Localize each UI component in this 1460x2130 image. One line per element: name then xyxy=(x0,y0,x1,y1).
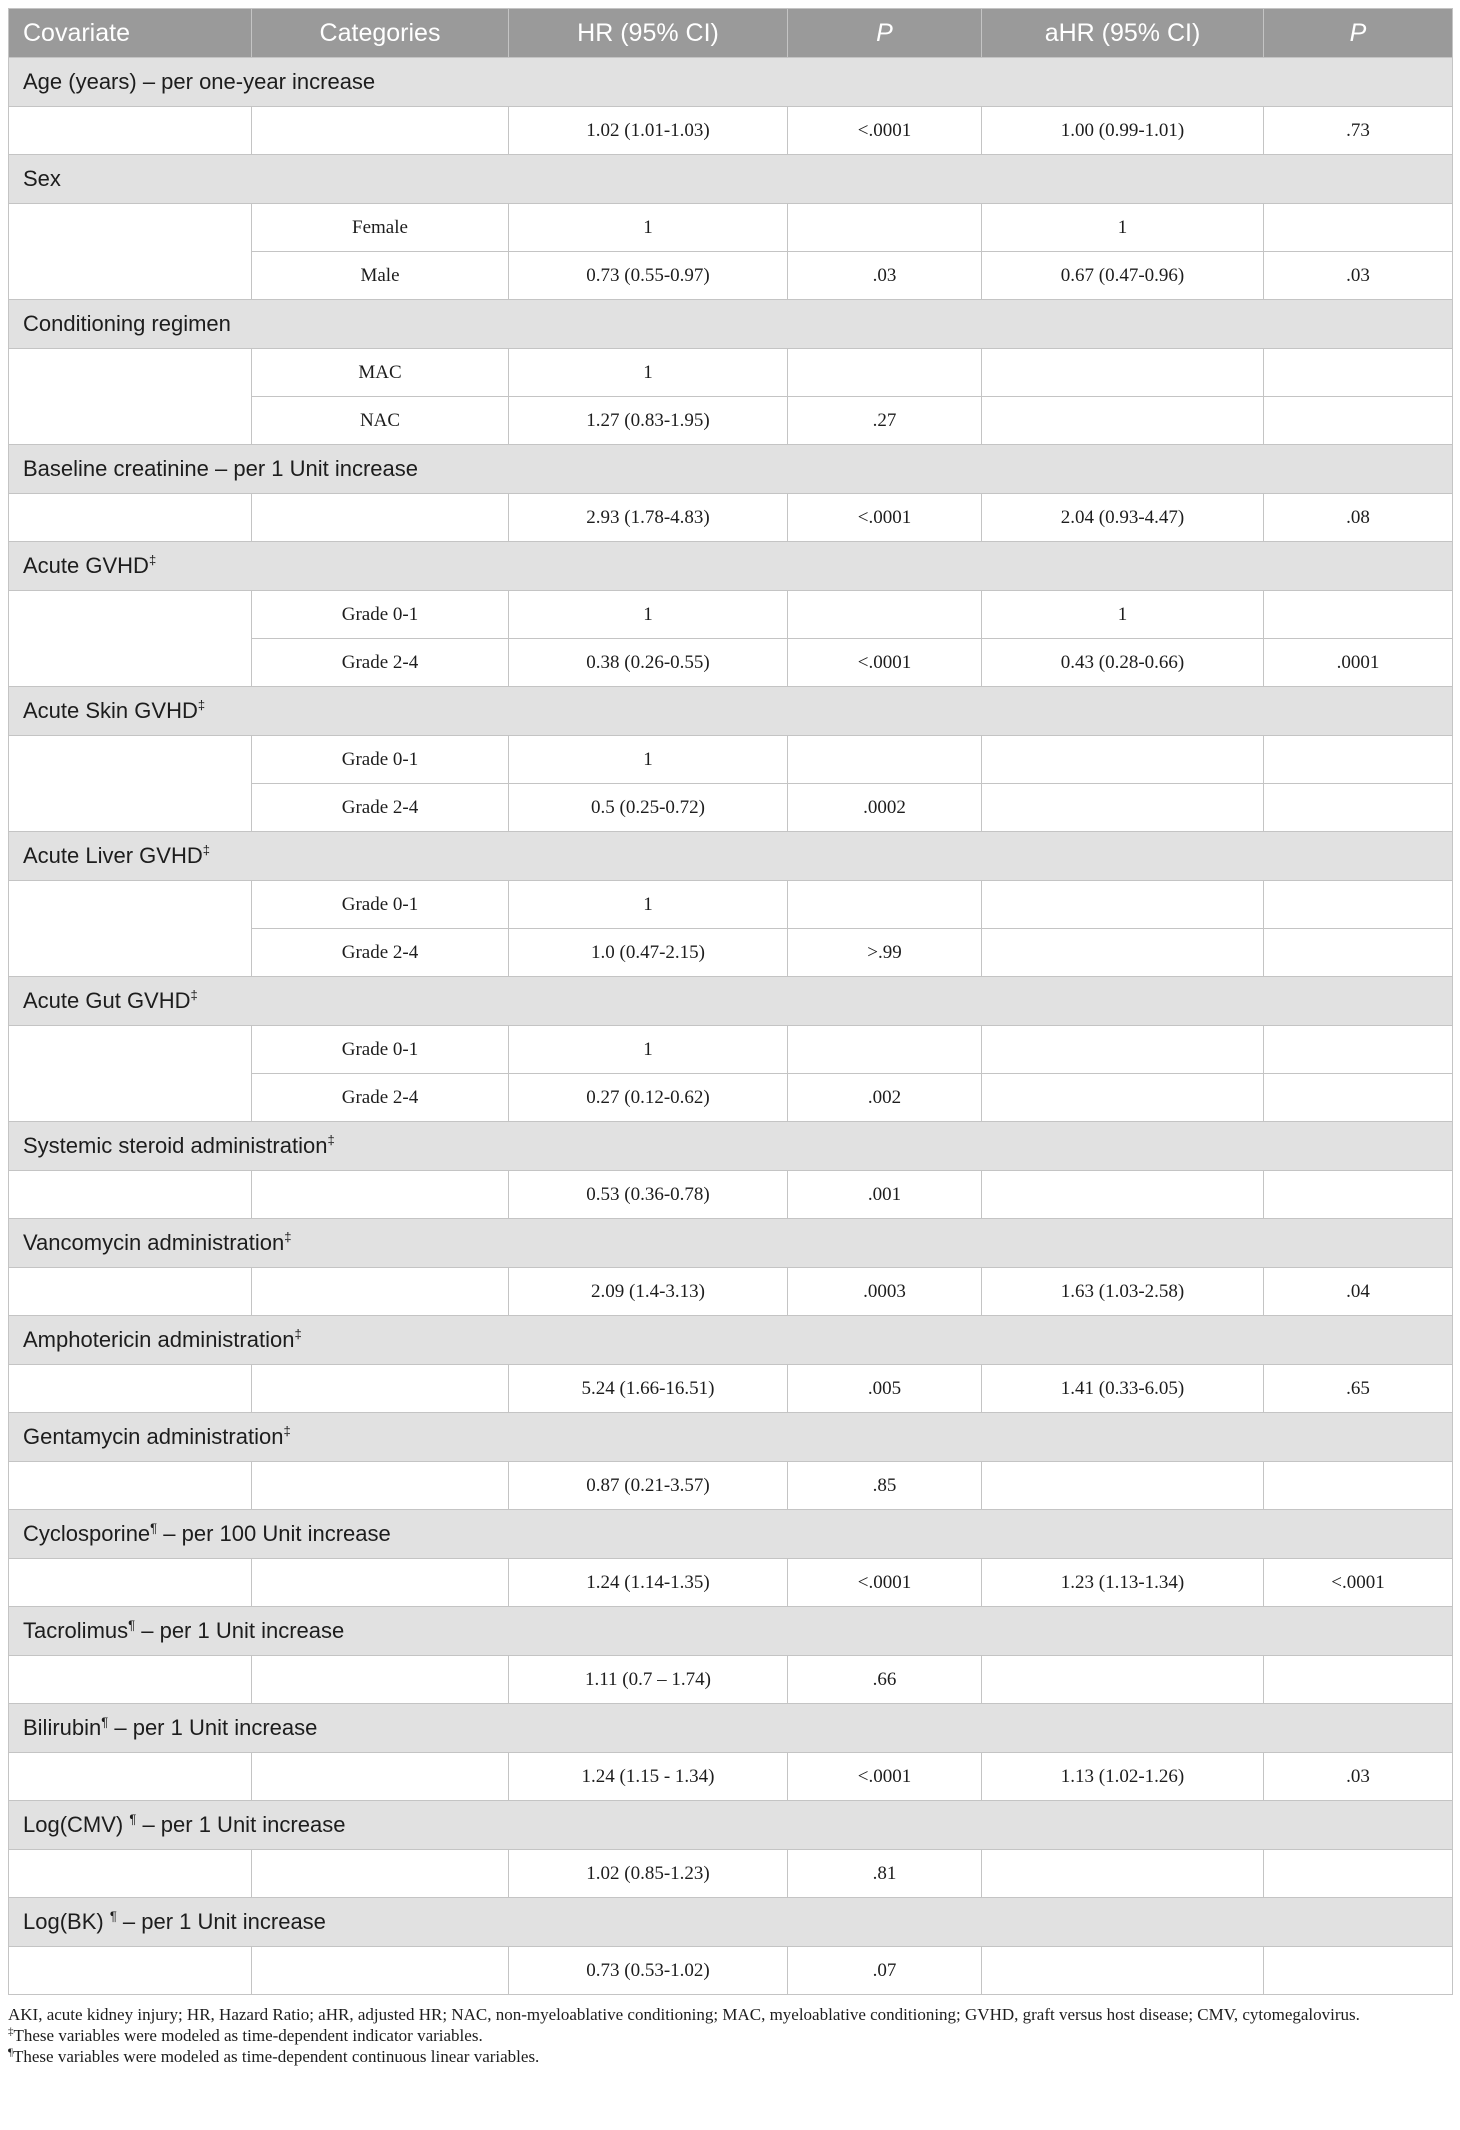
adjusted-p-cell xyxy=(1264,1074,1453,1122)
footnote-mark: ‡ xyxy=(190,987,198,1003)
adjusted-p-cell xyxy=(1264,1026,1453,1074)
footnote-mark: ¶ xyxy=(129,1811,137,1827)
p-value-cell: <.0001 xyxy=(788,639,982,687)
covariate-name: Acute Liver GVHD xyxy=(23,843,203,868)
covariate-group-row xyxy=(9,542,1453,591)
p-value-cell: .85 xyxy=(788,1462,982,1510)
adjusted-p-cell: .73 xyxy=(1264,107,1453,155)
table-row xyxy=(9,204,1453,252)
ahr-cell: 0.43 (0.28-0.66) xyxy=(982,639,1264,687)
covariate-label xyxy=(9,1801,1453,1850)
covariate-spacer-cell xyxy=(9,349,252,445)
footnote-mark: ‡ xyxy=(294,1326,302,1342)
adjusted-p-cell: .04 xyxy=(1264,1268,1453,1316)
table-row xyxy=(9,1462,1453,1510)
category-cell xyxy=(252,1559,509,1607)
footnote-abbreviations: AKI, acute kidney injury; HR, Hazard Ratio; aHR, adjusted HR; NAC, non-myeloablative conditioning; MAC, myeloablative conditioning; GVHD, graft versus host disease; CMV, cytomegalovirus. xyxy=(8,2005,1360,2024)
adjusted-p-cell xyxy=(1264,591,1453,639)
table-row xyxy=(9,349,1453,397)
covariate-name: Bilirubin xyxy=(23,1715,102,1740)
adjusted-p-cell xyxy=(1264,1462,1453,1510)
covariate-group-row xyxy=(9,1316,1453,1365)
table-row xyxy=(9,1850,1453,1898)
covariate-name: Vancomycin administration xyxy=(23,1230,285,1255)
hr-cell: 0.38 (0.26-0.55) xyxy=(509,639,788,687)
covariate-group-row xyxy=(9,832,1453,881)
covariate-unit: – per 1 Unit increase xyxy=(136,1812,346,1837)
footnotes xyxy=(8,2004,1452,2067)
ahr-cell xyxy=(982,1947,1264,1995)
ahr-cell xyxy=(982,1074,1264,1122)
category-cell: NAC xyxy=(252,397,509,445)
covariate-spacer-cell xyxy=(9,1656,252,1704)
covariate-name: Acute Gut GVHD xyxy=(23,988,191,1013)
hr-cell: 0.5 (0.25-0.72) xyxy=(509,784,788,832)
category-cell xyxy=(252,1365,509,1413)
header-hr: HR (95% CI) xyxy=(509,9,788,58)
category-cell: Grade 0-1 xyxy=(252,1026,509,1074)
header-covariate: Covariate xyxy=(9,9,252,58)
adjusted-p-cell xyxy=(1264,1850,1453,1898)
p-value-cell: <.0001 xyxy=(788,107,982,155)
table-row xyxy=(9,1656,1453,1704)
hr-cell: 2.93 (1.78-4.83) xyxy=(509,494,788,542)
adjusted-p-cell xyxy=(1264,929,1453,977)
covariate-spacer-cell xyxy=(9,1850,252,1898)
ahr-cell xyxy=(982,1850,1264,1898)
footnote-mark: ‡ xyxy=(283,1423,291,1439)
covariate-name: Age (years) – per one-year increase xyxy=(23,69,376,94)
ahr-cell xyxy=(982,1656,1264,1704)
footnote-mark: ‡ xyxy=(197,697,206,713)
covariate-group-row xyxy=(9,1607,1453,1656)
covariate-spacer-cell xyxy=(9,591,252,687)
covariate-name: Conditioning regimen xyxy=(23,311,231,336)
p-value-cell xyxy=(788,736,982,784)
hr-cell: 0.73 (0.55-0.97) xyxy=(509,252,788,300)
table-row xyxy=(9,1268,1453,1316)
ahr-cell xyxy=(982,1026,1264,1074)
covariate-group-row xyxy=(9,1898,1453,1947)
header-row xyxy=(9,9,1453,58)
hr-cell: 2.09 (1.4-3.13) xyxy=(509,1268,788,1316)
adjusted-p-cell: .08 xyxy=(1264,494,1453,542)
p-value-cell xyxy=(788,591,982,639)
ahr-cell: 0.67 (0.47-0.96) xyxy=(982,252,1264,300)
p-value-cell xyxy=(788,881,982,929)
ahr-cell xyxy=(982,1171,1264,1219)
covariate-spacer-cell xyxy=(9,204,252,300)
ahr-cell: 1 xyxy=(982,591,1264,639)
covariate-spacer-cell xyxy=(9,1026,252,1122)
covariate-label xyxy=(9,832,1453,881)
footnote-mark: ¶ xyxy=(128,1617,136,1633)
covariate-unit: – per 1 Unit increase xyxy=(135,1618,345,1643)
hr-cell: 1 xyxy=(509,1026,788,1074)
hr-cell: 1.11 (0.7 – 1.74) xyxy=(509,1656,788,1704)
adjusted-p-cell: .03 xyxy=(1264,1753,1453,1801)
hr-cell: 1 xyxy=(509,591,788,639)
covariate-name: Acute Skin GVHD xyxy=(23,698,198,723)
table-row xyxy=(9,494,1453,542)
covariate-group-row xyxy=(9,1219,1453,1268)
table-row xyxy=(9,1947,1453,1995)
covariate-label xyxy=(9,1898,1453,1947)
ahr-cell xyxy=(982,929,1264,977)
ahr-cell xyxy=(982,784,1264,832)
hr-cell: 1 xyxy=(509,204,788,252)
covariate-label xyxy=(9,1607,1453,1656)
adjusted-p-cell: .65 xyxy=(1264,1365,1453,1413)
covariate-spacer-cell xyxy=(9,107,252,155)
p-value-cell: .005 xyxy=(788,1365,982,1413)
ahr-cell: 2.04 (0.93-4.47) xyxy=(982,494,1264,542)
p-value-cell: <.0001 xyxy=(788,1559,982,1607)
covariate-spacer-cell xyxy=(9,1462,252,1510)
category-cell: Grade 0-1 xyxy=(252,881,509,929)
table-row xyxy=(9,736,1453,784)
covariate-spacer-cell xyxy=(9,881,252,977)
category-cell xyxy=(252,1753,509,1801)
covariate-unit: – per 100 Unit increase xyxy=(157,1521,391,1546)
header-adjusted-p: P xyxy=(1264,9,1453,58)
hr-cell: 5.24 (1.66-16.51) xyxy=(509,1365,788,1413)
adjusted-p-cell: <.0001 xyxy=(1264,1559,1453,1607)
header-categories: Categories xyxy=(252,9,509,58)
p-value-cell xyxy=(788,349,982,397)
results-table xyxy=(8,8,1453,1995)
hr-cell: 1 xyxy=(509,736,788,784)
p-value-cell: .03 xyxy=(788,252,982,300)
hr-cell: 1.24 (1.15 - 1.34) xyxy=(509,1753,788,1801)
adjusted-p-cell: .03 xyxy=(1264,252,1453,300)
adjusted-p-cell xyxy=(1264,397,1453,445)
ahr-cell xyxy=(982,736,1264,784)
covariate-label xyxy=(9,1510,1453,1559)
category-cell: Grade 2-4 xyxy=(252,1074,509,1122)
p-value-cell: >.99 xyxy=(788,929,982,977)
ahr-cell: 1.23 (1.13-1.34) xyxy=(982,1559,1264,1607)
hr-cell: 1.27 (0.83-1.95) xyxy=(509,397,788,445)
table-row xyxy=(9,1171,1453,1219)
covariate-name: Log(BK) xyxy=(23,1909,110,1934)
adjusted-p-cell: .0001 xyxy=(1264,639,1453,687)
adjusted-p-cell xyxy=(1264,784,1453,832)
p-value-cell: .27 xyxy=(788,397,982,445)
footnote-mark: ‡ xyxy=(284,1229,292,1245)
category-cell: MAC xyxy=(252,349,509,397)
p-value-cell: .0003 xyxy=(788,1268,982,1316)
header-ahr: aHR (95% CI) xyxy=(982,9,1264,58)
covariate-name: Log(CMV) xyxy=(23,1812,130,1837)
ahr-cell: 1.41 (0.33-6.05) xyxy=(982,1365,1264,1413)
hr-cell: 0.87 (0.21-3.57) xyxy=(509,1462,788,1510)
hr-cell: 1.0 (0.47-2.15) xyxy=(509,929,788,977)
covariate-name: Amphotericin administration xyxy=(23,1327,295,1352)
adjusted-p-cell xyxy=(1264,1656,1453,1704)
covariate-name: Systemic steroid administration xyxy=(23,1133,328,1158)
table-row xyxy=(9,107,1453,155)
category-cell xyxy=(252,1656,509,1704)
p-value-cell: .07 xyxy=(788,1947,982,1995)
ahr-cell: 1.63 (1.03-2.58) xyxy=(982,1268,1264,1316)
covariate-label xyxy=(9,300,1453,349)
covariate-label xyxy=(9,58,1453,107)
covariate-group-row xyxy=(9,1704,1453,1753)
covariate-group-row xyxy=(9,687,1453,736)
covariate-label xyxy=(9,1122,1453,1171)
ahr-cell xyxy=(982,1462,1264,1510)
p-value-cell xyxy=(788,1026,982,1074)
p-value-cell: .002 xyxy=(788,1074,982,1122)
footnote-mark: ¶ xyxy=(109,1908,117,1924)
covariate-spacer-cell xyxy=(9,736,252,832)
table-row xyxy=(9,591,1453,639)
adjusted-p-cell xyxy=(1264,1947,1453,1995)
covariate-group-row xyxy=(9,977,1453,1026)
covariate-group-row xyxy=(9,155,1453,204)
p-value-cell: .66 xyxy=(788,1656,982,1704)
covariate-label xyxy=(9,155,1453,204)
covariate-group-row xyxy=(9,58,1453,107)
category-cell xyxy=(252,1850,509,1898)
covariate-label xyxy=(9,1219,1453,1268)
covariate-name: Gentamycin administration xyxy=(23,1424,284,1449)
covariate-group-row xyxy=(9,1801,1453,1850)
ahr-cell xyxy=(982,881,1264,929)
table-row xyxy=(9,1365,1453,1413)
covariate-spacer-cell xyxy=(9,1268,252,1316)
footnote-indicator-variables xyxy=(8,2025,1452,2046)
table-body xyxy=(9,58,1453,1995)
covariate-spacer-cell xyxy=(9,1171,252,1219)
covariate-label xyxy=(9,445,1453,494)
covariate-spacer-cell xyxy=(9,1365,252,1413)
covariate-label xyxy=(9,1316,1453,1365)
category-cell: Grade 0-1 xyxy=(252,591,509,639)
category-cell: Grade 0-1 xyxy=(252,736,509,784)
hr-cell: 1 xyxy=(509,349,788,397)
hr-cell: 0.73 (0.53-1.02) xyxy=(509,1947,788,1995)
p-value-cell: .0002 xyxy=(788,784,982,832)
footnote-mark: ¶ xyxy=(8,2046,13,2059)
ahr-cell: 1.00 (0.99-1.01) xyxy=(982,107,1264,155)
adjusted-p-cell xyxy=(1264,349,1453,397)
covariate-group-row xyxy=(9,300,1453,349)
category-cell: Grade 2-4 xyxy=(252,784,509,832)
covariate-name: Tacrolimus xyxy=(23,1618,129,1643)
ahr-cell xyxy=(982,397,1264,445)
table-row xyxy=(9,1026,1453,1074)
covariate-group-row xyxy=(9,1413,1453,1462)
category-cell: Female xyxy=(252,204,509,252)
category-cell xyxy=(252,1171,509,1219)
category-cell xyxy=(252,1268,509,1316)
covariate-name: Cyclosporine xyxy=(23,1521,151,1546)
p-value-cell: <.0001 xyxy=(788,1753,982,1801)
covariate-group-row xyxy=(9,1510,1453,1559)
header-p: P xyxy=(788,9,982,58)
category-cell xyxy=(252,1947,509,1995)
covariate-spacer-cell xyxy=(9,1559,252,1607)
table-row xyxy=(9,881,1453,929)
footnote-mark: ¶ xyxy=(150,1520,158,1536)
category-cell xyxy=(252,107,509,155)
footnote-mark: ‡ xyxy=(202,842,210,858)
covariate-unit: – per 1 Unit increase xyxy=(116,1909,326,1934)
covariate-label xyxy=(9,1704,1453,1753)
hr-cell: 1 xyxy=(509,881,788,929)
footnote-mark: ‡ xyxy=(8,2025,14,2038)
covariate-label xyxy=(9,1413,1453,1462)
footnote-text: These variables were modeled as time-dependent continuous linear variables. xyxy=(12,2047,540,2066)
hr-cell: 0.53 (0.36-0.78) xyxy=(509,1171,788,1219)
adjusted-p-cell xyxy=(1264,736,1453,784)
table-row xyxy=(9,1753,1453,1801)
covariate-label xyxy=(9,687,1453,736)
footnote-mark: ¶ xyxy=(101,1714,109,1730)
adjusted-p-cell xyxy=(1264,204,1453,252)
hr-cell: 1.02 (0.85-1.23) xyxy=(509,1850,788,1898)
covariate-name: Baseline creatinine – per 1 Unit increase xyxy=(23,456,419,481)
covariate-name: Sex xyxy=(23,166,61,191)
covariate-label xyxy=(9,542,1453,591)
p-value-cell: .81 xyxy=(788,1850,982,1898)
category-cell: Grade 2-4 xyxy=(252,639,509,687)
footnote-mark: ‡ xyxy=(327,1132,335,1148)
ahr-cell: 1 xyxy=(982,204,1264,252)
category-cell xyxy=(252,494,509,542)
covariate-name: Acute GVHD xyxy=(23,553,149,578)
covariate-spacer-cell xyxy=(9,494,252,542)
footnote-mark: ‡ xyxy=(148,552,157,568)
footnote-text: These variables were modeled as time-dependent indicator variables. xyxy=(13,2026,483,2045)
covariate-unit: – per 1 Unit increase xyxy=(108,1715,318,1740)
category-cell xyxy=(252,1462,509,1510)
covariate-label xyxy=(9,977,1453,1026)
p-value-cell xyxy=(788,204,982,252)
footnote-continuous-variables xyxy=(8,2046,1452,2067)
hr-cell: 0.27 (0.12-0.62) xyxy=(509,1074,788,1122)
adjusted-p-cell xyxy=(1264,1171,1453,1219)
hr-cell: 1.24 (1.14-1.35) xyxy=(509,1559,788,1607)
covariate-spacer-cell xyxy=(9,1753,252,1801)
category-cell: Male xyxy=(252,252,509,300)
p-value-cell: <.0001 xyxy=(788,494,982,542)
hr-cell: 1.02 (1.01-1.03) xyxy=(509,107,788,155)
covariate-group-row xyxy=(9,1122,1453,1171)
adjusted-p-cell xyxy=(1264,881,1453,929)
ahr-cell xyxy=(982,349,1264,397)
covariate-spacer-cell xyxy=(9,1947,252,1995)
category-cell: Grade 2-4 xyxy=(252,929,509,977)
ahr-cell: 1.13 (1.02-1.26) xyxy=(982,1753,1264,1801)
covariate-group-row xyxy=(9,445,1453,494)
p-value-cell: .001 xyxy=(788,1171,982,1219)
table-row xyxy=(9,1559,1453,1607)
